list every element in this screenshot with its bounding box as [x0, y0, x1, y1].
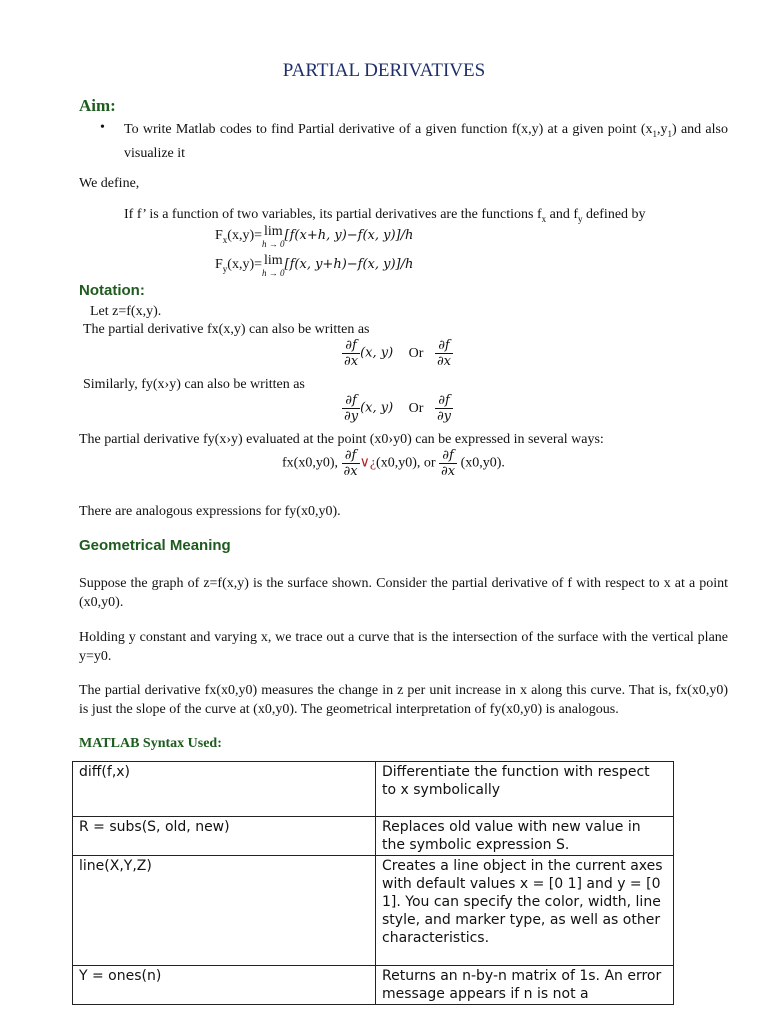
geometry-paragraph-3: The partial derivative fx(x0,y0) measures the change in z per unit increase in x along this curve. That is, fx(x0,y0) is just the slope of the curve at (x0,y0). The geometrical interpretation of fy(x0,y0) is analogous.: [79, 683, 728, 717]
notation-let: Let z=f(x,y).: [90, 304, 162, 319]
syntax-command: R = subs(S, old, new): [73, 817, 376, 856]
notation-line3: The partial derivative fy(x›y) evaluated at the point (x0›y0) can be expressed in several ways:: [79, 432, 604, 447]
table-row: [73, 856, 674, 966]
notation-analogous: There are analogous expressions for fy(x0,y0).: [79, 504, 341, 519]
syntax-command: Y = ones(n): [73, 966, 376, 1005]
define-sentence: If f’ is a function of two variables, its partial derivatives are the functions $f_x$ and $f_y$ defined by: [124, 207, 646, 224]
notation-formula-x: $\frac{\partial f}{\partial x}$ (x, y) Or $\frac{\partial f}{\partial x}$: [344, 338, 451, 369]
syntax-description: Creates a line object in the current axes with default values x = [0 1] and y = [0 1]. You can specify the color, width, line style, and marker type, as well as other characteristics.: [376, 856, 674, 966]
table-row: [73, 817, 674, 856]
syntax-description: Replaces old value with new value in the symbolic expression S.: [376, 817, 674, 856]
syntax-command: diff(f,x): [73, 762, 376, 817]
notation-line2: Similarly, fy(x›y) can also be written as: [83, 377, 305, 392]
notation-line1: The partial derivative fx(x,y) can also be written as: [83, 322, 370, 337]
matlab-syntax-table: [72, 761, 674, 1005]
syntax-description: Differentiate the function with respect to x symbolically: [376, 762, 674, 817]
aim-heading: Aim:: [79, 96, 116, 115]
fx-definition: $F_x(x,y)=$ lim h → 0 [f(x+h, y)−f(x, y)]/h: [215, 224, 414, 249]
notation-formula-y: $\frac{\partial f}{\partial y}$ (x, y) Or $\frac{\partial f}{\partial y}$: [344, 393, 452, 424]
geometry-paragraph-2: Holding y constant and varying x, we trace out a curve that is the intersection of the surface with the vertical plane y=y0.: [79, 630, 728, 664]
syntax-description: Returns an n-by-n matrix of 1s. An error message appears if n is not a: [376, 966, 674, 1005]
fy-definition: $F_y(x,y)=$ lim h → 0 [f(x, y+h)−f(x, y)]/h: [215, 253, 414, 278]
page-title: PARTIAL DERIVATIVES: [282, 60, 486, 81]
table-row: [73, 966, 674, 1005]
notation-expressions: fx(x0,y0), $\frac{\partial f}{\partial x}$ ∨¿(x0,y0), or $\frac{\partial f}{\partial x}$ (x0,y0).: [282, 448, 505, 479]
notation-heading: Notation:: [79, 282, 145, 299]
define-intro: We define,: [79, 176, 140, 191]
table-row: [73, 762, 674, 817]
aim-text: To write Matlab codes to find Partial derivative of a given function f(x,y) at a given point $(x_1,y_1)$ and also visualize it: [124, 122, 728, 161]
geometry-paragraph-1: Suppose the graph of z=f(x,y) is the surface shown. Consider the partial derivative of f with respect to x at a point (x0,y0).: [79, 576, 728, 610]
geometry-heading: Geometrical Meaning: [79, 537, 231, 554]
matlab-heading: MATLAB Syntax Used:: [79, 736, 222, 751]
syntax-command: line(X,Y,Z): [73, 856, 376, 966]
aim-bullet: •: [100, 120, 105, 135]
